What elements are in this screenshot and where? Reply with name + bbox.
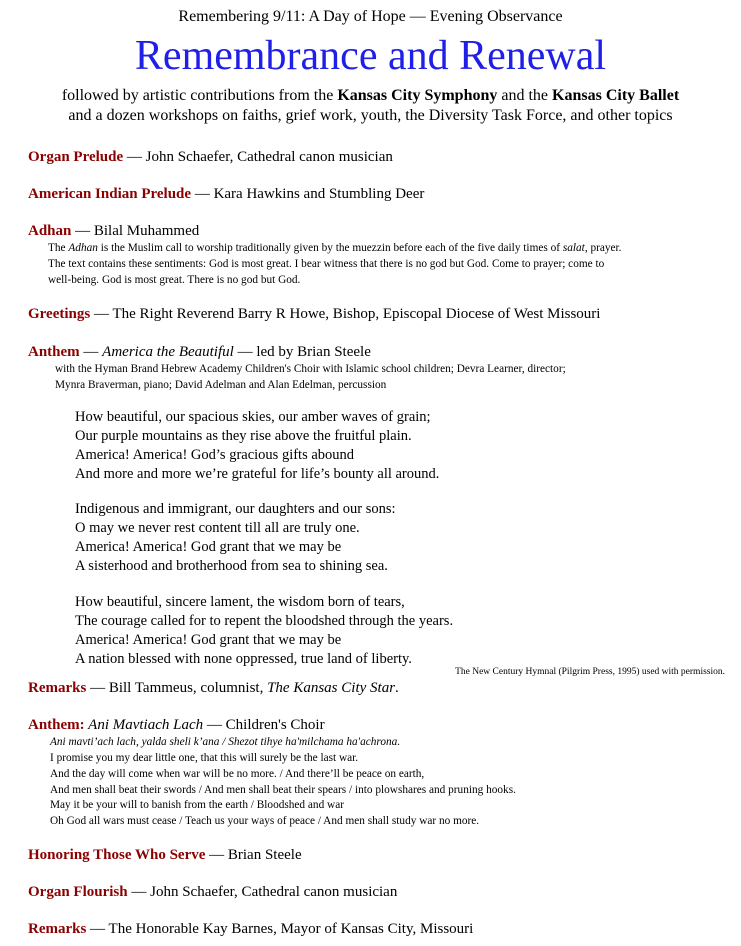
adhan-description-1 xyxy=(48,240,622,256)
adhan-term: Adhan xyxy=(68,242,98,254)
desc-text: is the Muslim call to worship traditionally given by the muezzin before each of the five daily times of xyxy=(97,242,563,254)
honoring-item xyxy=(28,847,302,864)
item-detail: — John Schaefer, Cathedral canon musician xyxy=(123,149,393,165)
desc-text: The xyxy=(48,242,69,254)
song-line: And the day will come when war will be no more. / And there’ll be peace on earth, xyxy=(50,768,425,780)
item-label: Greetings xyxy=(28,306,91,322)
salat-term: salat xyxy=(562,242,585,254)
ballet-name: Kansas City Ballet xyxy=(552,87,680,104)
symphony-name: Kansas City Symphony xyxy=(337,87,498,104)
item-detail: — Kara Hawkins and Stumbling Deer xyxy=(191,186,425,202)
verse-line: How beautiful, sincere lament, the wisdom born of tears, xyxy=(75,594,405,610)
song-line: May it be your will to banish from the earth / Bloodshed and war xyxy=(50,799,344,811)
item-detail: — Bill Tammeus, columnist, xyxy=(86,680,268,696)
item-detail: — The Right Reverend Barry R Howe, Bishop, Episcopal Diocese of West Missouri xyxy=(90,306,601,322)
page-title: Remembrance and Renewal xyxy=(134,33,607,79)
anthem-title: America the Beautiful xyxy=(102,344,234,360)
verse-line: And more and more we’re grateful for life’s bounty all around. xyxy=(75,466,440,482)
song-line: Oh God all wars must cease / Teach us your ways of peace / And men shall study war no more. xyxy=(50,815,480,827)
anthem-title: Ani Mavtiach Lach xyxy=(84,717,204,733)
item-label: Remarks xyxy=(28,680,87,696)
desc-text: , prayer. xyxy=(584,242,622,254)
intro-and: and the xyxy=(497,87,553,104)
remarks-barnes-item xyxy=(28,921,473,938)
organ-prelude-item xyxy=(28,149,393,166)
verse-line: Indigenous and immigrant, our daughters and our sons: xyxy=(75,501,396,517)
intro-text: followed by artistic contributions from the xyxy=(61,87,338,104)
verse-line: A sisterhood and brotherhood from sea to shining sea. xyxy=(75,558,388,574)
item-detail: — The Honorable Kay Barnes, Mayor of Kansas City, Missouri xyxy=(86,921,474,937)
verse-line: Our purple mountains as they rise above the fruitful plain. xyxy=(75,428,412,444)
item-label: Honoring Those Who Serve xyxy=(28,847,206,863)
verse-line: America! America! God grant that we may be xyxy=(75,539,342,555)
item-end: . xyxy=(395,680,399,696)
event-kicker: Remembering 9/11: A Day of Hope — Evening Observance xyxy=(178,8,563,25)
verse-line: O may we never rest content till all are truly one. xyxy=(75,520,360,536)
verse-line: How beautiful, our spacious skies, our amber waves of grain; xyxy=(75,409,431,425)
adhan-description-3: well-being. God is most great. There is no god but God. xyxy=(48,274,301,286)
publication-name: The Kansas City Star xyxy=(267,680,396,696)
indian-prelude-item xyxy=(28,186,424,203)
anthem-america-item xyxy=(28,344,371,361)
anthem-credits-2: Mynra Braverman, piano; David Adelman and Alan Edelman, percussion xyxy=(55,379,387,391)
hymnal-credit: The New Century Hymnal (Pilgrim Press, 1995) used with permission. xyxy=(455,667,725,677)
organ-flourish-item xyxy=(28,884,397,901)
item-detail: — led by Brian Steele xyxy=(233,344,371,360)
adhan-description-2: The text contains these sentiments: God is most great. I bear witness that there is no god but God. Come to prayer; come to xyxy=(48,258,605,270)
verse-line: A nation blessed with none oppressed, true land of liberty. xyxy=(75,651,412,667)
item-label: Remarks xyxy=(28,921,87,937)
item-detail: — Children's Choir xyxy=(203,717,325,733)
song-line: I promise you my dear little one, that this will surely be the last war. xyxy=(50,752,359,764)
verse-line: The courage called for to repent the bloodshed through the years. xyxy=(75,613,454,629)
item-detail: — John Schaefer, Cathedral canon musician xyxy=(127,884,398,900)
anthem-credits-1: with the Hyman Brand Hebrew Academy Children's Choir with Islamic school children; Devra Learner, director; xyxy=(55,363,566,375)
anthem-ani-item xyxy=(28,717,325,734)
item-detail: — Bilal Muhammed xyxy=(71,223,200,239)
item-label: American Indian Prelude xyxy=(28,186,192,202)
remarks-tammeus-item xyxy=(28,680,399,697)
verse-line: America! America! God grant that we may be xyxy=(75,632,342,648)
adhan-item xyxy=(28,223,199,240)
intro-line-1 xyxy=(0,86,741,106)
item-label: Anthem xyxy=(28,344,80,360)
item-detail: — Brian Steele xyxy=(205,847,302,863)
transliteration-text: Ani mavti’ach lach, yalda sheli k’ana / Shezot tihye ha'milchama ha'achrona. xyxy=(50,736,401,748)
transliteration xyxy=(50,734,400,751)
item-label: Organ Prelude xyxy=(28,149,124,165)
item-label: Adhan xyxy=(28,223,72,239)
item-dash: — xyxy=(79,344,103,360)
item-label: Anthem: xyxy=(28,717,85,733)
item-label: Organ Flourish xyxy=(28,884,128,900)
greetings-item xyxy=(28,306,600,323)
verse-line: America! America! God’s gracious gifts abound xyxy=(75,447,355,463)
song-line: And men shall beat their swords / And men shall beat their spears / into plowshares and pruning hooks. xyxy=(50,784,516,796)
intro-line-2: and a dozen workshops on faiths, grief work, youth, the Diversity Task Force, and other topics xyxy=(68,107,673,124)
